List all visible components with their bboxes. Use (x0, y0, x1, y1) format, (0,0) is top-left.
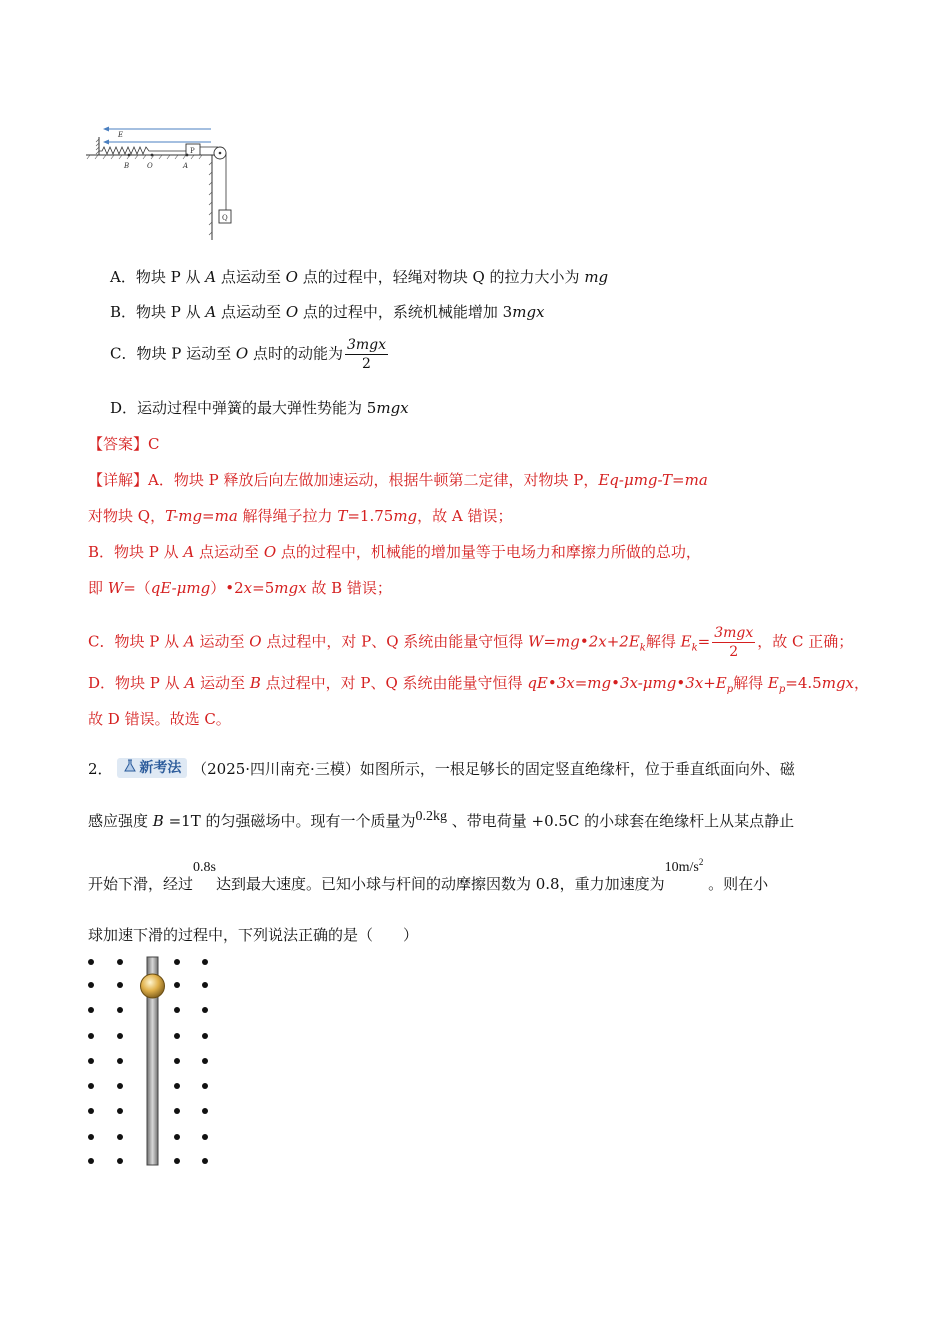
detail-line-1: 【详解】A．物块 P 释放后向左做加速运动，根据牛顿第二定律，对物块 P，Eq-μmg-T=ma (88, 471, 708, 489)
option-d: D．运动过程中弹簧的最大弹性势能为 5mgx (110, 399, 409, 417)
detail-line-5: C．物块 P 从 A 运动至 O 点过程中，对 P、Q 系统由能量守恒得 $W=mg•2x+2E_k$解得 $E_k=$ $\frac{\text{3mgx}}{2}$ ，故 C 正确； (88, 625, 854, 660)
new-method-badge: 新考法 (117, 758, 187, 778)
detail-line-2: 对物块 Q，T-mg=ma 解得绳子拉力 T=1.75mg，故 A 错误； (88, 507, 513, 525)
detail-line-3: B．物块 P 从 A 点运动至 O 点的过程中，机械能的增加量等于电场力和摩擦力所做的总功， (88, 543, 701, 561)
option-a: A．物块 P 从 A 点运动至 O 点的过程中，轻绳对物块 Q 的拉力大小为 mg (110, 268, 609, 286)
fraction: $\frac{\text{3mgx}}{2}$ (714, 625, 754, 660)
spring-block-pulley-figure (86, 122, 246, 242)
option-b: B．物块 P 从 A 点运动至 O 点的过程中，系统机械能增加 3mgx (110, 303, 545, 321)
question-2-line-2: 感应强度 B =1T 的匀强磁场中。现有一个质量为0.2kg 、带电荷量 +0.5C 的小球套在绝缘杆上从某点静止 (88, 809, 795, 830)
detail-line-6: D．物块 P 从 A 运动至 B 点过程中，对 P、Q 系统由能量守恒得 $qE•3x=mg•3x-\mu mg•3x+E_p$解得 $E_p=4.5mgx$， (88, 674, 870, 695)
label-o: O (147, 162, 153, 170)
charged-ball (141, 974, 165, 998)
question-number: 2． (88, 760, 113, 778)
option-c: C．物块 P 运动至 O 点时的动能为 $\frac{\text{3mgx}}{2}$ (110, 337, 387, 372)
magnetic-field-rod-figure (80, 952, 220, 1172)
detail-line-4: 即 W=（qE-μmg）•2x=5mgx 故 B 错误； (88, 579, 392, 597)
answer-label: 【答案】C (88, 435, 160, 453)
detail-line-7: 故 D 错误。故选 C。 (88, 710, 231, 728)
label-p: P (190, 147, 195, 155)
fraction: $\frac{\text{3mgx}}{2}$ (346, 337, 387, 372)
question-2-line-1: 2． 新考法 （2025·四川南充·三模）如图所示，一根足够长的固定竖直绝缘杆，位于垂直纸面向外、磁 (88, 760, 795, 778)
label-e: E (118, 131, 124, 139)
flask-icon (123, 759, 137, 773)
label-q: Q (222, 214, 228, 222)
label-a: A (183, 162, 189, 170)
question-2-line-4: 球加速下滑的过程中，下列说法正确的是（ ） (88, 926, 419, 944)
question-2-line-3: 开始下滑，经过0.8s达到最大速度。已知小球与杆间的动摩擦因数为 0.8，重力加速度为$10m/s^2$ 。则在小 (88, 857, 769, 893)
label-b: B (124, 162, 130, 170)
